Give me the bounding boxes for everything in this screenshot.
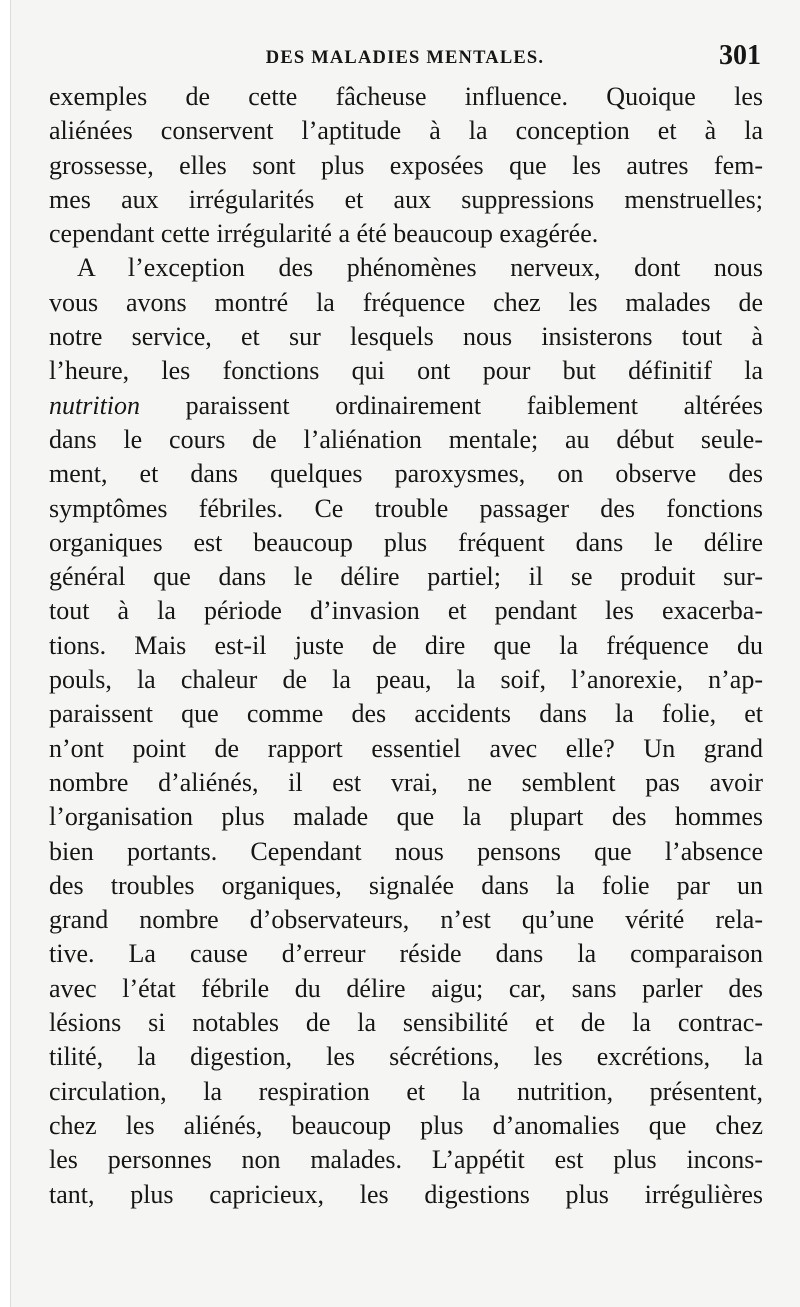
text-line: l’organisation plus malade que la plupart des hommes <box>49 802 763 832</box>
text-line: exemples de cette fâcheuse influence. Quoique les <box>49 82 763 111</box>
text-line-rest: paraissent ordinairement faiblement altérées <box>185 390 763 420</box>
italic-term: nutrition <box>49 390 141 420</box>
page-number: 301 <box>719 40 761 71</box>
text-line: général que dans le délire partiel; il se produit sur- <box>49 562 763 592</box>
text-line: avec l’état fébrile du délire aigu; car, sans parler des <box>49 973 763 1003</box>
text-line: organiques est beaucoup plus fréquent dans le délire <box>49 527 763 557</box>
text-line: A l’exception des phénomènes nerveux, dont nous <box>77 253 763 283</box>
text-line: nombre d’aliénés, il est vrai, ne semblent pas avoir <box>49 767 763 797</box>
text-line: l’heure, les fonctions qui ont pour but définitif la <box>49 356 763 386</box>
text-line: vous avons montré la fréquence chez les malades de <box>49 287 763 317</box>
text-line: grossesse, elles sont plus exposées que les autres fem- <box>49 150 763 180</box>
text-line <box>49 389 763 423</box>
text-line: tout à la période d’invasion et pendant les exacerba- <box>49 596 763 626</box>
running-title: DES MALADIES MENTALES. <box>265 48 545 68</box>
text-line: lésions si notables de la sensibilité et de la contrac- <box>49 1008 763 1038</box>
text-line: dans le cours de l’aliénation mentale; au début seule- <box>49 424 763 454</box>
text-line: aliénées conservent l’aptitude à la conception et à la <box>49 116 763 146</box>
text-line: des troubles organiques, signalée dans la folie par un <box>49 870 763 900</box>
text-line: tions. Mais est-il juste de dire que la fréquence du <box>49 630 763 660</box>
text-line: notre service, et sur lesquels nous insisterons tout à <box>49 322 763 352</box>
text-line: mes aux irrégularités et aux suppressions menstruelles; <box>49 184 763 214</box>
text-line: tive. La cause d’erreur réside dans la comparaison <box>49 939 763 969</box>
text-line: ment, et dans quelques paroxysmes, on observe des <box>49 459 763 489</box>
book-page <box>10 0 800 1307</box>
text-line: pouls, la chaleur de la peau, la soif, l’anorexie, n’ap- <box>49 665 763 695</box>
text-line: les personnes non malades. L’appétit est plus incons- <box>49 1145 763 1175</box>
text-line: n’ont point de rapport essentiel avec elle? Un grand <box>49 733 763 763</box>
text-line: cependant cette irrégularité a été beaucoup exagérée. <box>49 219 599 249</box>
running-head <box>49 40 761 80</box>
text-line: bien portants. Cependant nous pensons que l’absence <box>49 836 763 866</box>
text-line: chez les aliénés, beaucoup plus d’anomalies que chez <box>49 1110 763 1140</box>
text-line: tilité, la digestion, les sécrétions, les excrétions, la <box>49 1042 763 1072</box>
text-line: paraissent que comme des accidents dans la folie, et <box>49 699 763 729</box>
text-line: grand nombre d’observateurs, n’est qu’une vérité rela- <box>49 905 763 935</box>
text-line: tant, plus capricieux, les digestions plus irrégulières <box>49 1179 763 1209</box>
text-line: symptômes fébriles. Ce trouble passager des fonctions <box>49 493 763 523</box>
body-text <box>49 80 763 1212</box>
text-line: circulation, la respiration et la nutrition, présentent, <box>49 1076 763 1106</box>
